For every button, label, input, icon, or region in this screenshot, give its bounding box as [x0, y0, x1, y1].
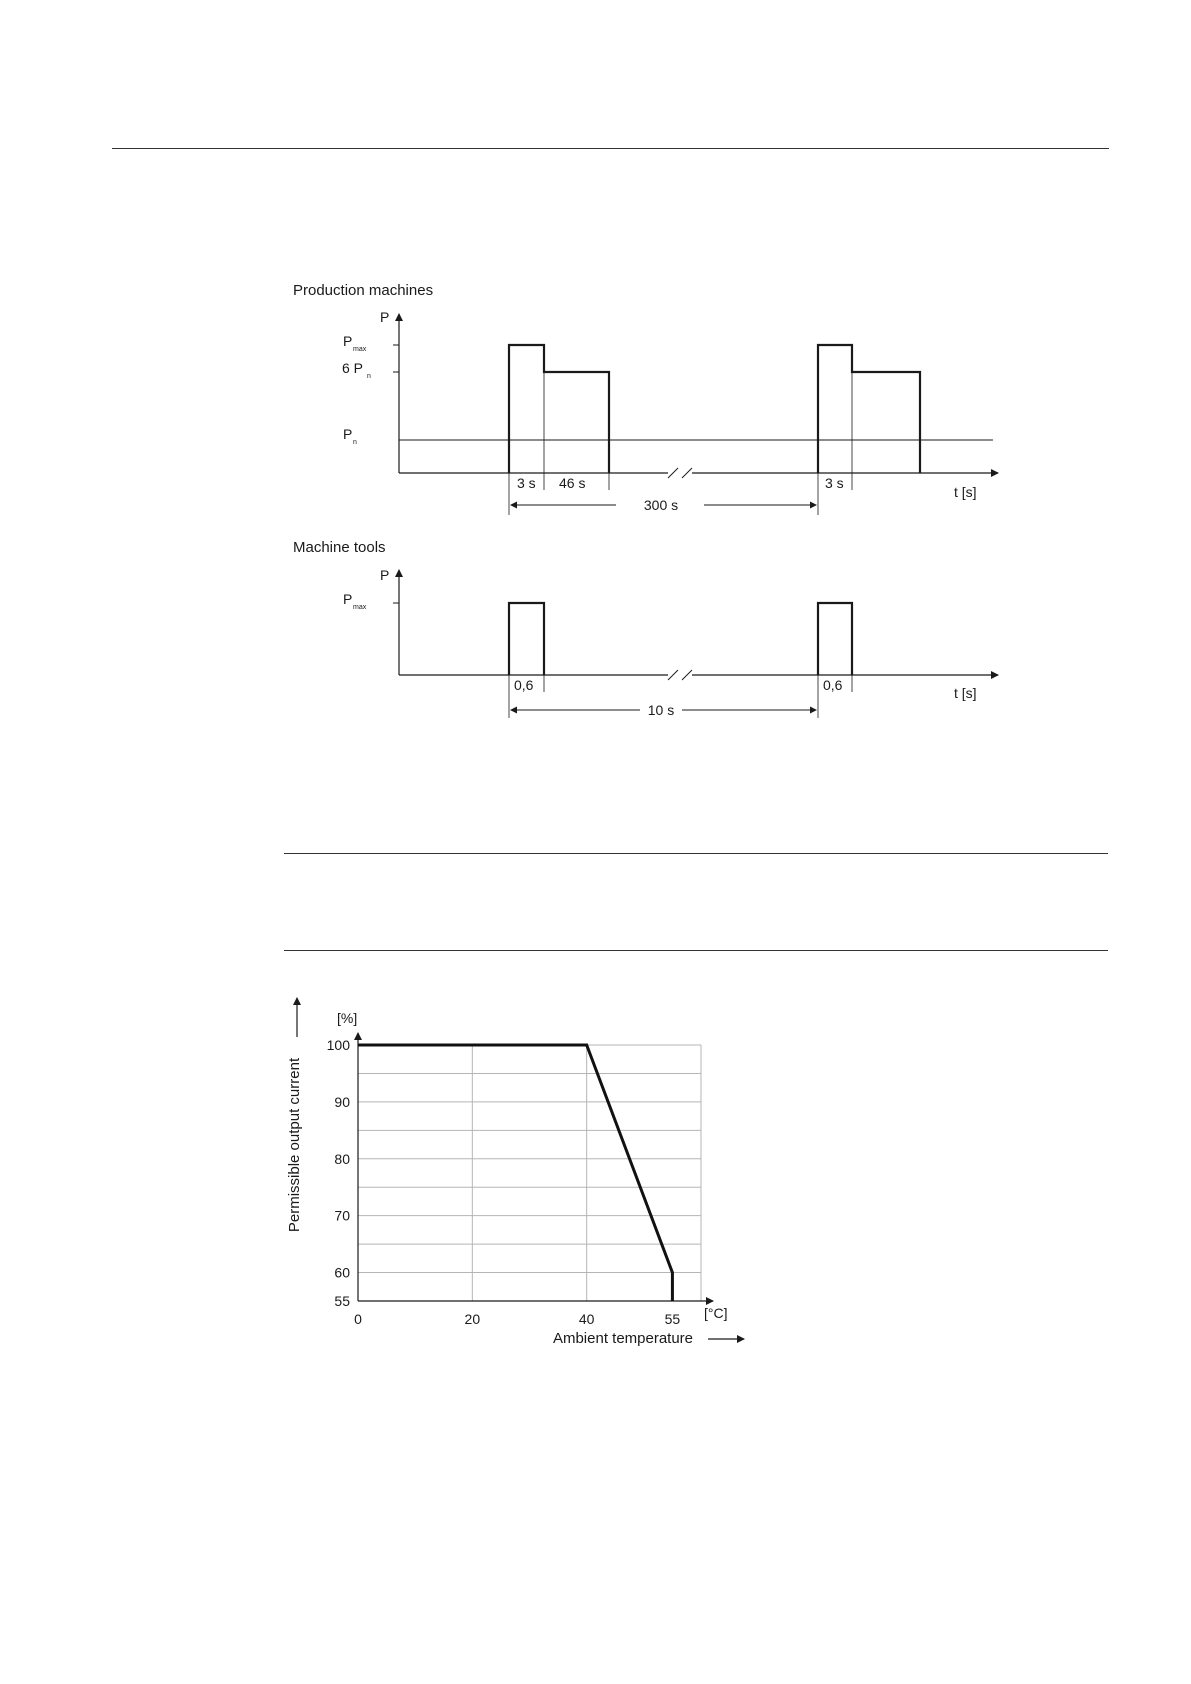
axis-break-mark	[668, 670, 678, 680]
period-300s: 300 s	[643, 497, 679, 513]
duration-0-6-b: 0,6	[823, 677, 843, 693]
derating-curve	[358, 1045, 672, 1301]
y-unit-label: [%]	[337, 1010, 358, 1026]
load-pulse-1	[509, 603, 544, 675]
y-tick-label: 60	[334, 1264, 350, 1281]
derating-chart	[286, 998, 744, 1347]
pmax-subscript: max	[353, 604, 367, 611]
p-axis-label: P	[380, 309, 390, 325]
y-axis-label: Permissible output current	[286, 1057, 303, 1233]
y-tick-label: 90	[334, 1093, 350, 1110]
axis-break-mark	[682, 468, 692, 478]
pn-label: P	[343, 426, 353, 442]
duration-3s-b: 3 s	[825, 475, 844, 491]
t-axis-label: t [s]	[954, 484, 977, 500]
p-axis-label: P	[380, 567, 390, 583]
duration-0-6-a: 0,6	[514, 677, 534, 693]
x-unit-label: [°C]	[704, 1305, 728, 1321]
axis-break-mark	[668, 468, 678, 478]
t-axis-label: t [s]	[954, 685, 977, 701]
duration-3s-a: 3 s	[517, 475, 536, 491]
y-tick-label: 80	[334, 1150, 350, 1167]
chart-tick-labels	[327, 1037, 681, 1327]
y-tick-label: 100	[326, 1037, 350, 1053]
period-10s: 10 s	[647, 702, 675, 718]
duration-46s: 46 s	[559, 475, 586, 491]
y-tick-label: 70	[334, 1207, 350, 1224]
production-title: Production machines	[293, 282, 434, 299]
x-tick-label: 0	[354, 1311, 362, 1327]
load-pulse-1	[509, 345, 609, 473]
x-tick-label: 40	[578, 1311, 595, 1327]
axis-break-mark	[682, 670, 692, 680]
p6n-label: 6 P	[342, 360, 364, 376]
chart-series	[358, 1045, 673, 1301]
pmax-label: P	[343, 333, 353, 349]
x-tick-label: 20	[464, 1311, 481, 1327]
load-pulse-2	[818, 345, 920, 473]
load-pulse-2	[818, 603, 852, 675]
x-tick-label: 55	[664, 1311, 681, 1327]
machine-tools-title: Machine tools	[293, 539, 386, 556]
p6n-subscript: n	[367, 373, 371, 380]
x-axis-label: Ambient temperature	[552, 1330, 694, 1347]
production-machines-diagram	[293, 282, 998, 515]
chart-grid	[358, 1045, 701, 1301]
pmax-subscript: max	[353, 346, 367, 353]
machine-tools-diagram	[293, 539, 998, 718]
y-tick-label: 55	[334, 1293, 350, 1309]
pn-subscript: n	[353, 439, 357, 446]
pmax-label: P	[343, 591, 353, 607]
